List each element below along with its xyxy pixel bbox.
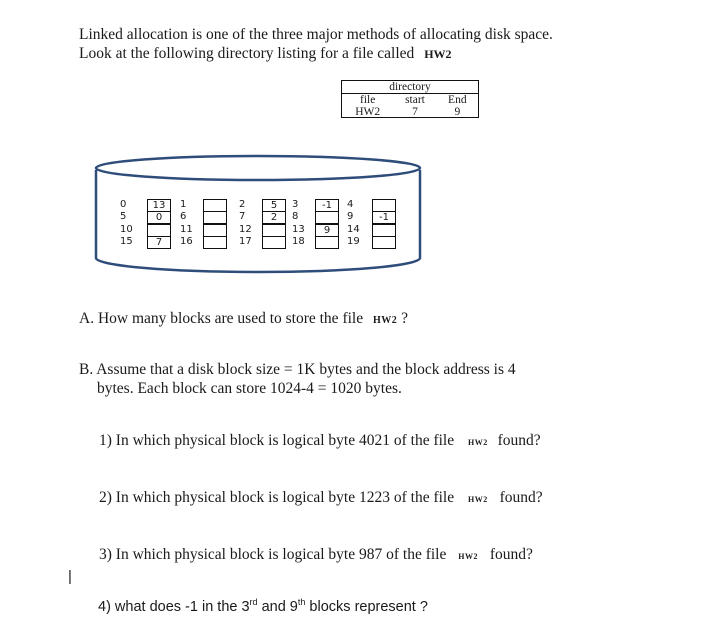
intro-line-1: Linked allocation is one of the three major methods of allocating disk space. [79, 26, 553, 43]
question-4-sup-2: th [297, 597, 306, 607]
block-pointer-cell: 7 [147, 236, 171, 249]
block-number-label: 0 [120, 199, 127, 210]
text-cursor: | [68, 568, 72, 585]
question-2-text: 2) In which physical block is logical byte 1223 of the file [99, 489, 455, 506]
question-3-text: 3) In which physical block is logical byte 987 of the file [99, 546, 447, 563]
block-pointer-cell: 2 [262, 211, 286, 224]
block-number-label: 13 [292, 224, 305, 235]
directory-value-end: 9 [454, 106, 461, 118]
block-pointer-cell [203, 211, 227, 224]
block-number-label: 12 [239, 224, 252, 235]
directory-grid [342, 94, 478, 118]
question-2-end: found? [499, 489, 543, 506]
block-number-label: 5 [120, 211, 127, 222]
block-pointer-cell: 5 [262, 199, 286, 212]
question-1-end: found? [497, 432, 541, 449]
question-a-file: HW2 [372, 315, 398, 326]
block-pointer-cell [315, 236, 339, 249]
block-number-label: 10 [120, 224, 133, 235]
question-4-mid: and 9 [257, 598, 298, 615]
intro-line-2 [79, 44, 452, 64]
block-pointer-cell: 9 [315, 224, 339, 237]
block-number-label: 16 [180, 236, 193, 247]
question-a-end: ? [401, 310, 409, 327]
question-b-line-1: B. Assume that a disk block size = 1K bytes and the block address is 4 [79, 361, 516, 378]
block-number-label: 2 [239, 199, 246, 210]
question-4 [98, 597, 428, 615]
block-pointer-cell [372, 236, 396, 249]
block-number-label: 1 [180, 199, 187, 210]
question-3-file: HW2 [458, 552, 478, 561]
question-1-text: 1) In which physical block is logical byte 4021 of the file [99, 432, 455, 449]
block-number-label: 14 [347, 224, 360, 235]
question-b-line-2: bytes. Each block can store 1024-4 = 1020 bytes. [97, 380, 402, 397]
block-number-label: 8 [292, 211, 299, 222]
question-2-file: HW2 [468, 495, 488, 504]
block-pointer-cell: 13 [147, 199, 171, 212]
question-3-end: found? [489, 546, 533, 563]
block-pointer-cell [203, 236, 227, 249]
block-number-label: 11 [180, 224, 193, 235]
question-a [79, 309, 408, 330]
question-a-text: A. How many blocks are used to store the file [79, 310, 364, 327]
directory-table [341, 80, 479, 118]
block-number-label: 6 [180, 211, 187, 222]
block-number-label: 4 [347, 199, 354, 210]
block-number-label: 18 [292, 236, 305, 247]
intro-line-2-text: Look at the following directory listing for a file called [79, 45, 415, 62]
block-pointer-cell: -1 [372, 211, 396, 224]
block-number-label: 15 [120, 236, 133, 247]
question-4-pre: 4) what does -1 in the 3 [98, 598, 250, 615]
question-1-file: HW2 [468, 438, 488, 447]
block-pointer-cell: -1 [315, 199, 339, 212]
block-number-label: 17 [239, 236, 252, 247]
block-pointer-cell [315, 211, 339, 224]
directory-title: directory [342, 81, 478, 94]
block-number-label: 7 [239, 211, 246, 222]
directory-header-start: start [405, 94, 425, 106]
question-4-post: blocks represent ? [305, 598, 428, 615]
directory-value-file: HW2 [355, 106, 381, 118]
intro-filename: HW2 [424, 47, 452, 61]
block-number-label: 19 [347, 236, 360, 247]
block-number-label: 3 [292, 199, 299, 210]
question-2 [99, 488, 543, 509]
block-pointer-cell: 0 [147, 211, 171, 224]
directory-header-end: End [448, 94, 467, 106]
question-3 [99, 545, 533, 566]
directory-header-file: file [359, 94, 376, 106]
block-pointer-cell [262, 236, 286, 249]
question-1 [99, 431, 541, 452]
directory-value-start: 7 [412, 106, 418, 118]
block-number-label: 9 [347, 211, 354, 222]
question-4-sup-1: rd [249, 597, 258, 607]
